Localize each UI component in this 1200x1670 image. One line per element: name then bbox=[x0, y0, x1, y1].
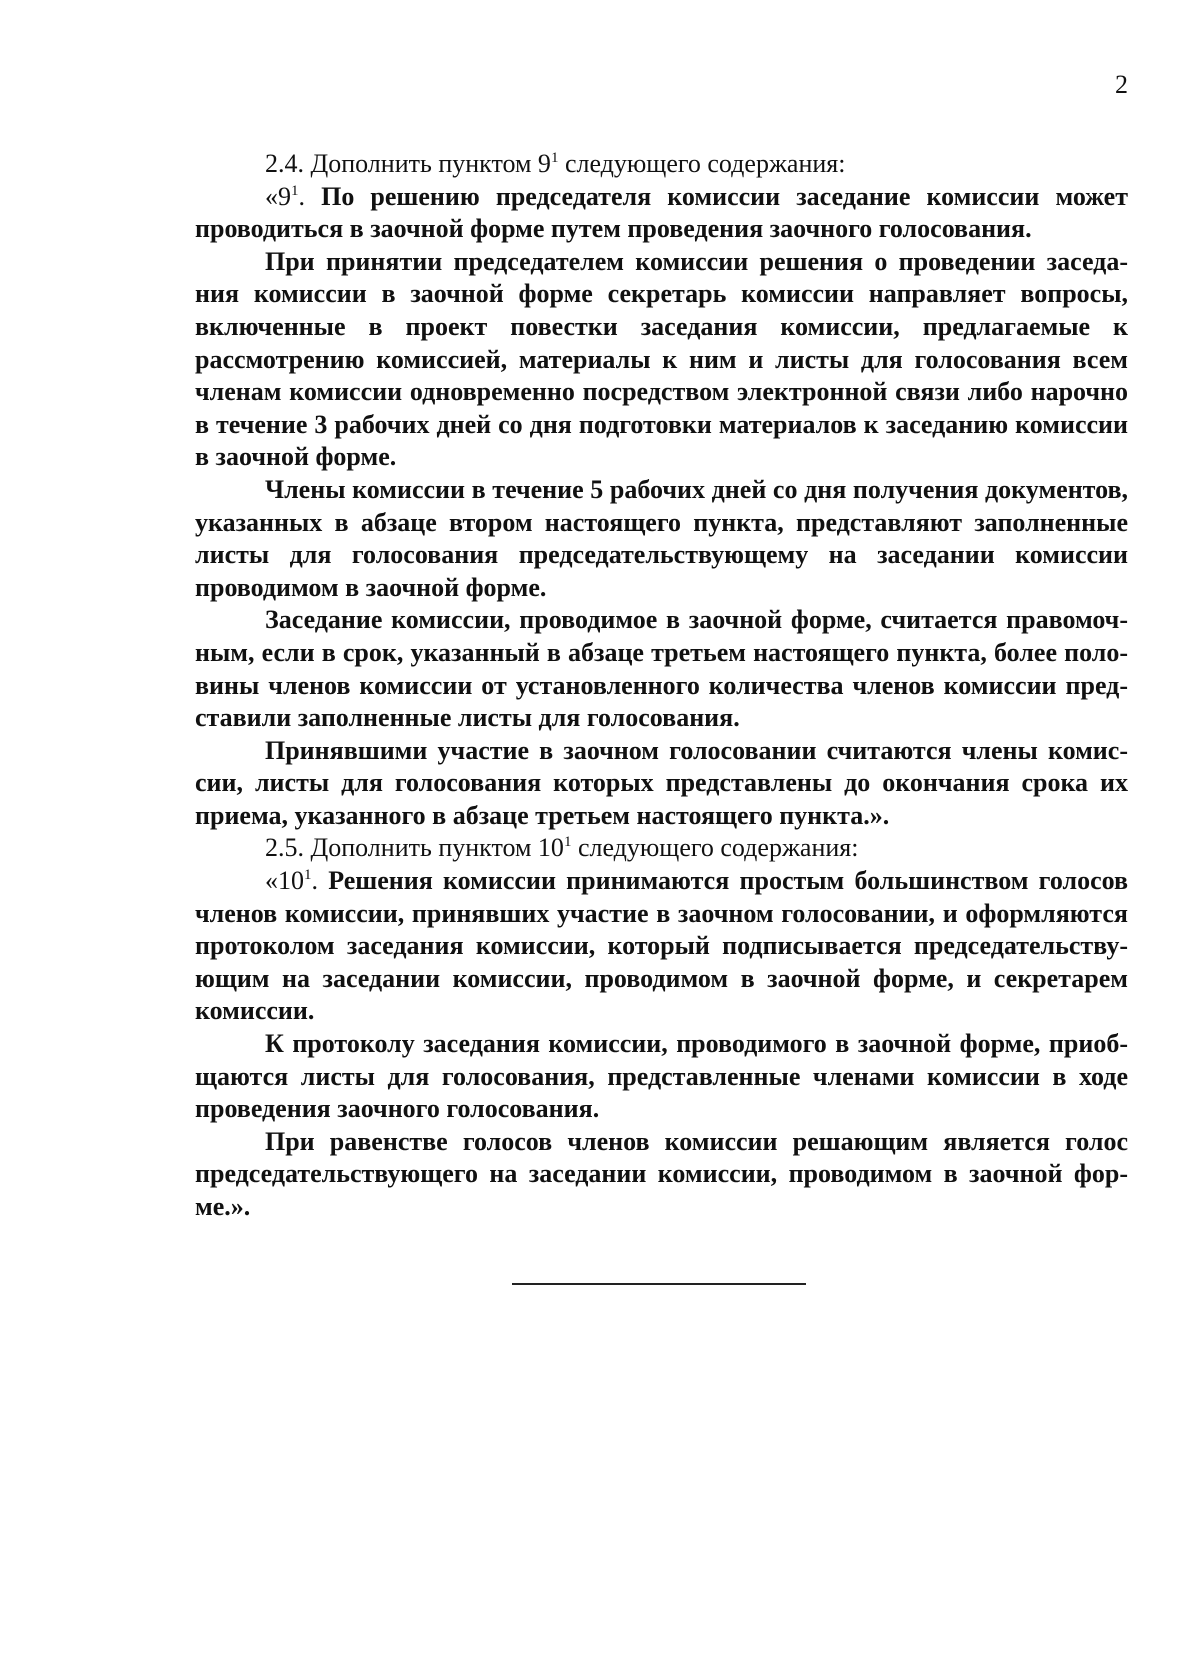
point-10-1-paragraph bbox=[195, 865, 1128, 1028]
point-10-1-number: «10 bbox=[265, 866, 304, 896]
point-9-1-text: По решению председателя комиссии заседание комиссии может проводиться в заочной форме путем проведения заочного голосования. bbox=[195, 181, 1128, 244]
page-number: 2 bbox=[1115, 70, 1128, 99]
point-10-1-paragraph-3: При равенстве голосов членов комиссии решающим является голос председательствующего на заседании комиссии, проводимом в заочной форме.». bbox=[195, 1126, 1128, 1221]
point-9-1-paragraph-2: При принятии председателем комиссии решения о проведении заседания комиссии в заочной форме секретарь комиссии направляет вопросы, включенные в проект повестки заседания комиссии, предлагаемые к рассмотрению комиссией, материалы к ним и листы для голосования всем членам комиссии одновременно посредством электронной связи либо нарочно в течение 3 рабочих дней со дня подготовки материалов к заседанию комиссии в заочной форме. bbox=[195, 246, 1128, 472]
end-of-text-rule bbox=[512, 1283, 806, 1285]
section-2-5-heading-tail: следующего содержания: bbox=[571, 833, 859, 863]
point-10-1-number-tail: . bbox=[311, 866, 318, 896]
point-9-1-paragraph-3: Члены комиссии в течение 5 рабочих дней со дня получения документов, указанных в абзаце втором настоящего пункта, представляют заполненные листы для голосования председательствующему на заседании комиссии проводимом в заочной форме. bbox=[195, 474, 1128, 602]
point-10-1-text: Решения комиссии принимаются простым большинством голосов членов комиссии, принявших участие в заочном голосовании, и оформляются протоколом заседания комиссии, который подписывается председательствующим на заседании комиссии, проводимом в заочной форме, и секретарем комиссии. bbox=[195, 866, 1128, 1026]
superscript: 1 bbox=[550, 150, 559, 166]
section-2-4-heading-tail: следующего содержания: bbox=[558, 149, 846, 178]
section-2-5-heading-text: 2.5. Дополнить пунктом 10 bbox=[265, 833, 564, 863]
superscript: 1 bbox=[563, 834, 572, 851]
section-2-5-heading bbox=[195, 832, 1128, 865]
point-10-1-paragraph-2: К протоколу заседания комиссии, проводимого в заочной форме, приобщаются листы для голосования, представленные членами комиссии в ходе проведения заочного голосования. bbox=[195, 1029, 1128, 1124]
section-2-4-heading-text: 2.4. Дополнить пунктом 9 bbox=[265, 149, 551, 178]
point-9-1-paragraph-5: Принявшими участие в заочном голосовании считаются члены комиссии, листы для голосования которых представлены до окончания срока их приема, указанного в абзаце третьем настоящего пункта.». bbox=[195, 735, 1128, 830]
superscript: 1 bbox=[304, 867, 312, 884]
section-2-4-heading bbox=[195, 148, 1128, 181]
superscript: 1 bbox=[291, 182, 299, 199]
point-9-1-number-tail: . bbox=[298, 181, 305, 211]
point-9-1-paragraph bbox=[195, 181, 1128, 246]
document-body bbox=[195, 148, 1128, 1224]
point-9-1-paragraph-4: Заседание комиссии, проводимое в заочной форме, считается правомочным, если в срок, указанный в абзаце третьем настоящего пункта, более половины членов комиссии от установленного количества членов комиссии представили заполненные листы для голосования. bbox=[195, 605, 1128, 733]
point-9-1-number: «9 bbox=[265, 181, 291, 211]
